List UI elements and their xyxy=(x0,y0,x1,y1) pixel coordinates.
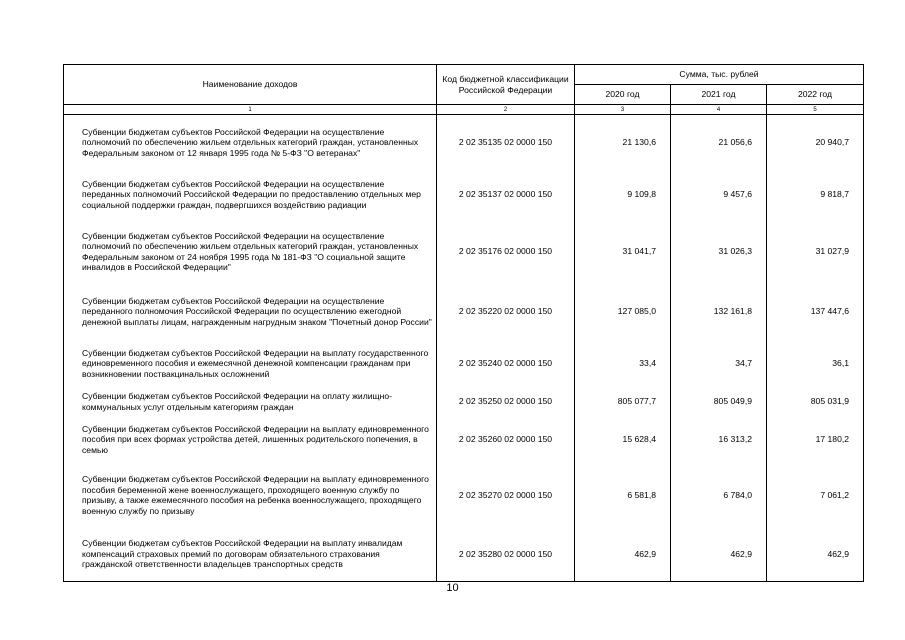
amount-2020: 6 581,8 xyxy=(575,464,671,527)
column-number: 1 xyxy=(64,105,437,115)
header-code: Код бюджетной классификации Российской Федерации xyxy=(437,65,575,105)
budget-code: 2 02 35137 02 0000 150 xyxy=(437,170,575,220)
amount-2020: 9 109,8 xyxy=(575,170,671,220)
revenue-name: Субвенции бюджетам субъектов Российской Федерации на осуществление переданных полномочий Российской Федерации по предоставлению отдельных мер социальной поддержки граждан, подвергшихся воздействию радиации xyxy=(64,170,437,220)
amount-2022: 805 031,9 xyxy=(767,388,864,416)
amount-2022: 462,9 xyxy=(767,527,864,582)
amount-2022: 137 447,6 xyxy=(767,284,864,340)
amount-2021: 805 049,9 xyxy=(671,388,767,416)
revenue-name: Субвенции бюджетам субъектов Российской Федерации на оплату жилищно-коммунальных услуг отдельным категориям граждан xyxy=(64,388,437,416)
amount-2020: 33,4 xyxy=(575,340,671,388)
table-row xyxy=(64,464,864,527)
table-row xyxy=(64,220,864,284)
amount-2021: 31 026,3 xyxy=(671,220,767,284)
header-name: Наименование доходов xyxy=(64,65,437,105)
column-number: 2 xyxy=(437,105,575,115)
amount-2020: 21 130,6 xyxy=(575,115,671,170)
table-row xyxy=(64,284,864,340)
amount-2022: 17 180,2 xyxy=(767,416,864,464)
revenue-name: Субвенции бюджетам субъектов Российской Федерации на осуществление полномочий по обеспечению жильем отдельных категорий граждан, установленных Федеральным законом от 24 ноября 1995 года № 181-ФЗ "О социальной защите инвалидов в Российской Федерации" xyxy=(64,220,437,284)
amount-2020: 805 077,7 xyxy=(575,388,671,416)
amount-2020: 31 041,7 xyxy=(575,220,671,284)
budget-code: 2 02 35135 02 0000 150 xyxy=(437,115,575,170)
header-year-2021: 2021 год xyxy=(671,85,767,105)
table-row xyxy=(64,416,864,464)
amount-2021: 16 313,2 xyxy=(671,416,767,464)
header-year-2022: 2022 год xyxy=(767,85,864,105)
budget-code: 2 02 35250 02 0000 150 xyxy=(437,388,575,416)
amount-2020: 462,9 xyxy=(575,527,671,582)
table-row xyxy=(64,115,864,170)
revenue-name: Субвенции бюджетам субъектов Российской Федерации на выплату инвалидам компенсаций страховых премий по договорам обязательного страхования гражданской ответственности владельцев транспортных средств xyxy=(64,527,437,582)
header-year-2020: 2020 год xyxy=(575,85,671,105)
revenue-table xyxy=(63,64,864,582)
header-sum: Сумма, тыс. рублей xyxy=(575,65,864,85)
amount-2021: 462,9 xyxy=(671,527,767,582)
amount-2021: 34,7 xyxy=(671,340,767,388)
amount-2022: 7 061,2 xyxy=(767,464,864,527)
amount-2022: 36,1 xyxy=(767,340,864,388)
revenue-name: Субвенции бюджетам субъектов Российской Федерации на выплату единовременного пособия при всех формах устройства детей, лишенных родительского попечения, в семью xyxy=(64,416,437,464)
column-number: 5 xyxy=(767,105,864,115)
column-number: 3 xyxy=(575,105,671,115)
amount-2022: 9 818,7 xyxy=(767,170,864,220)
table-row xyxy=(64,527,864,582)
table-row xyxy=(64,170,864,220)
amount-2021: 132 161,8 xyxy=(671,284,767,340)
amount-2021: 6 784,0 xyxy=(671,464,767,527)
amount-2022: 31 027,9 xyxy=(767,220,864,284)
revenue-name: Субвенции бюджетам субъектов Российской Федерации на выплату государственного единовременного пособия и ежемесячной денежной компенсации гражданам при возникновении поствакцинальных осложнений xyxy=(64,340,437,388)
page-number: 10 xyxy=(446,582,459,594)
column-number: 4 xyxy=(671,105,767,115)
budget-code: 2 02 35240 02 0000 150 xyxy=(437,340,575,388)
budget-code: 2 02 35260 02 0000 150 xyxy=(437,416,575,464)
amount-2020: 127 085,0 xyxy=(575,284,671,340)
budget-code: 2 02 35220 02 0000 150 xyxy=(437,284,575,340)
budget-code: 2 02 35270 02 0000 150 xyxy=(437,464,575,527)
table-row xyxy=(64,340,864,388)
budget-code: 2 02 35280 02 0000 150 xyxy=(437,527,575,582)
revenue-name: Субвенции бюджетам субъектов Российской Федерации на осуществление полномочий по обеспечению жильем отдельных категорий граждан, установленных Федеральным законом от 12 января 1995 года № 5-ФЗ "О ветеранах" xyxy=(64,115,437,170)
column-number-row xyxy=(64,105,864,115)
amount-2020: 15 628,4 xyxy=(575,416,671,464)
amount-2022: 20 940,7 xyxy=(767,115,864,170)
revenue-name: Субвенции бюджетам субъектов Российской Федерации на осуществление переданного полномочия Российской Федерации по осуществлению ежегодной денежной выплаты лицам, награжденным нагрудным знаком "Почетный донор России" xyxy=(64,284,437,340)
amount-2021: 21 056,6 xyxy=(671,115,767,170)
amount-2021: 9 457,6 xyxy=(671,170,767,220)
table-row xyxy=(64,388,864,416)
budget-code: 2 02 35176 02 0000 150 xyxy=(437,220,575,284)
revenue-name: Субвенции бюджетам субъектов Российской Федерации на выплату единовременного пособия беременной жене военнослужащего, проходящего военную службу по призыву, а также ежемесячного пособия на ребенка военнослужащего, проходящего военную службу по призыву xyxy=(64,464,437,527)
